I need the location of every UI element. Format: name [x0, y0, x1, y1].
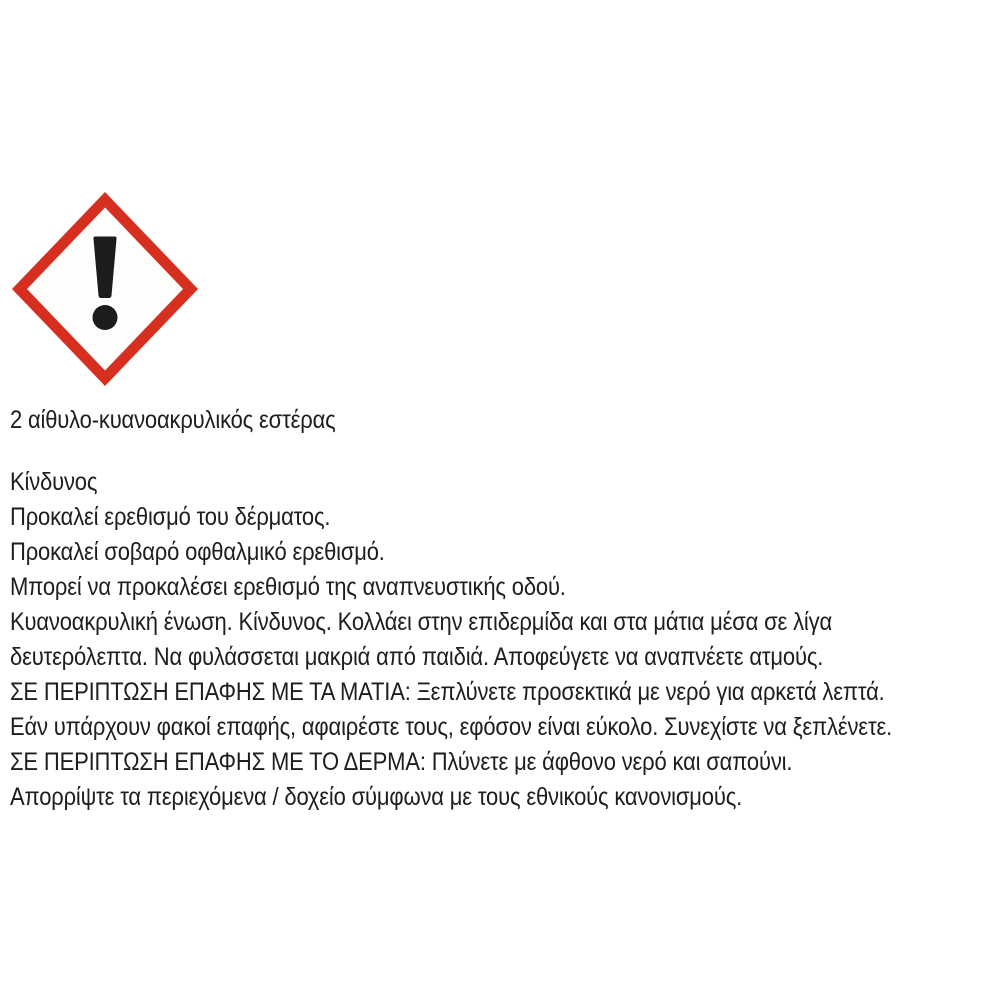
precautionary-statement-line: δευτερόλεπτα. Να φυλάσσεται μακριά από παιδιά. Αποφεύγετε να αναπνέετε ατμούς.: [10, 643, 824, 671]
label-text-block: [10, 403, 996, 815]
ghs-exclamation-pictogram: [10, 190, 200, 388]
precautionary-statement-line: ΣΕ ΠΕΡΙΠΤΩΣΗ ΕΠΑΦΗΣ ΜΕ ΤΑ ΜΑΤΙΑ: Ξεπλύνετε προσεκτικά με νερό για αρκετά λεπτά.: [10, 678, 885, 706]
hazard-statement-line: Μπορεί να προκαλέσει ερεθισμό της αναπνευστικής οδού.: [10, 573, 566, 601]
hazard-statement-line: Προκαλεί ερεθισμό του δέρματος.: [10, 503, 331, 531]
hazard-statements-block: [10, 465, 996, 815]
product-name: 2 αίθυλο-κυανοακρυλικός εστέρας: [10, 406, 336, 434]
precautionary-statement-line: ΣΕ ΠΕΡΙΠΤΩΣΗ ΕΠΑΦΗΣ ΜΕ ΤΟ ΔΕΡΜΑ: Πλύνετε με άφθονο νερό και σαπούνι.: [10, 748, 793, 776]
hazard-statement-line: Προκαλεί σοβαρό οφθαλμικό ερεθισμό.: [10, 538, 385, 566]
precautionary-statement-line: Εάν υπάρχουν φακοί επαφής, αφαιρέστε τους, εφόσον είναι εύκολο. Συνεχίστε να ξεπλένετε.: [10, 713, 893, 741]
exclamation-mark-icon: [10, 190, 200, 388]
signal-word: Κίνδυνος: [10, 468, 98, 496]
precautionary-statement-line: Κυανοακρυλική ένωση. Κίνδυνος. Κολλάει στην επιδερμίδα και στα μάτια μέσα σε λίγα: [10, 608, 832, 636]
precautionary-statement-line: Απορρίψτε τα περιεχόμενα / δοχείο σύμφωνα με τους εθνικούς κανονισμούς.: [10, 783, 743, 811]
